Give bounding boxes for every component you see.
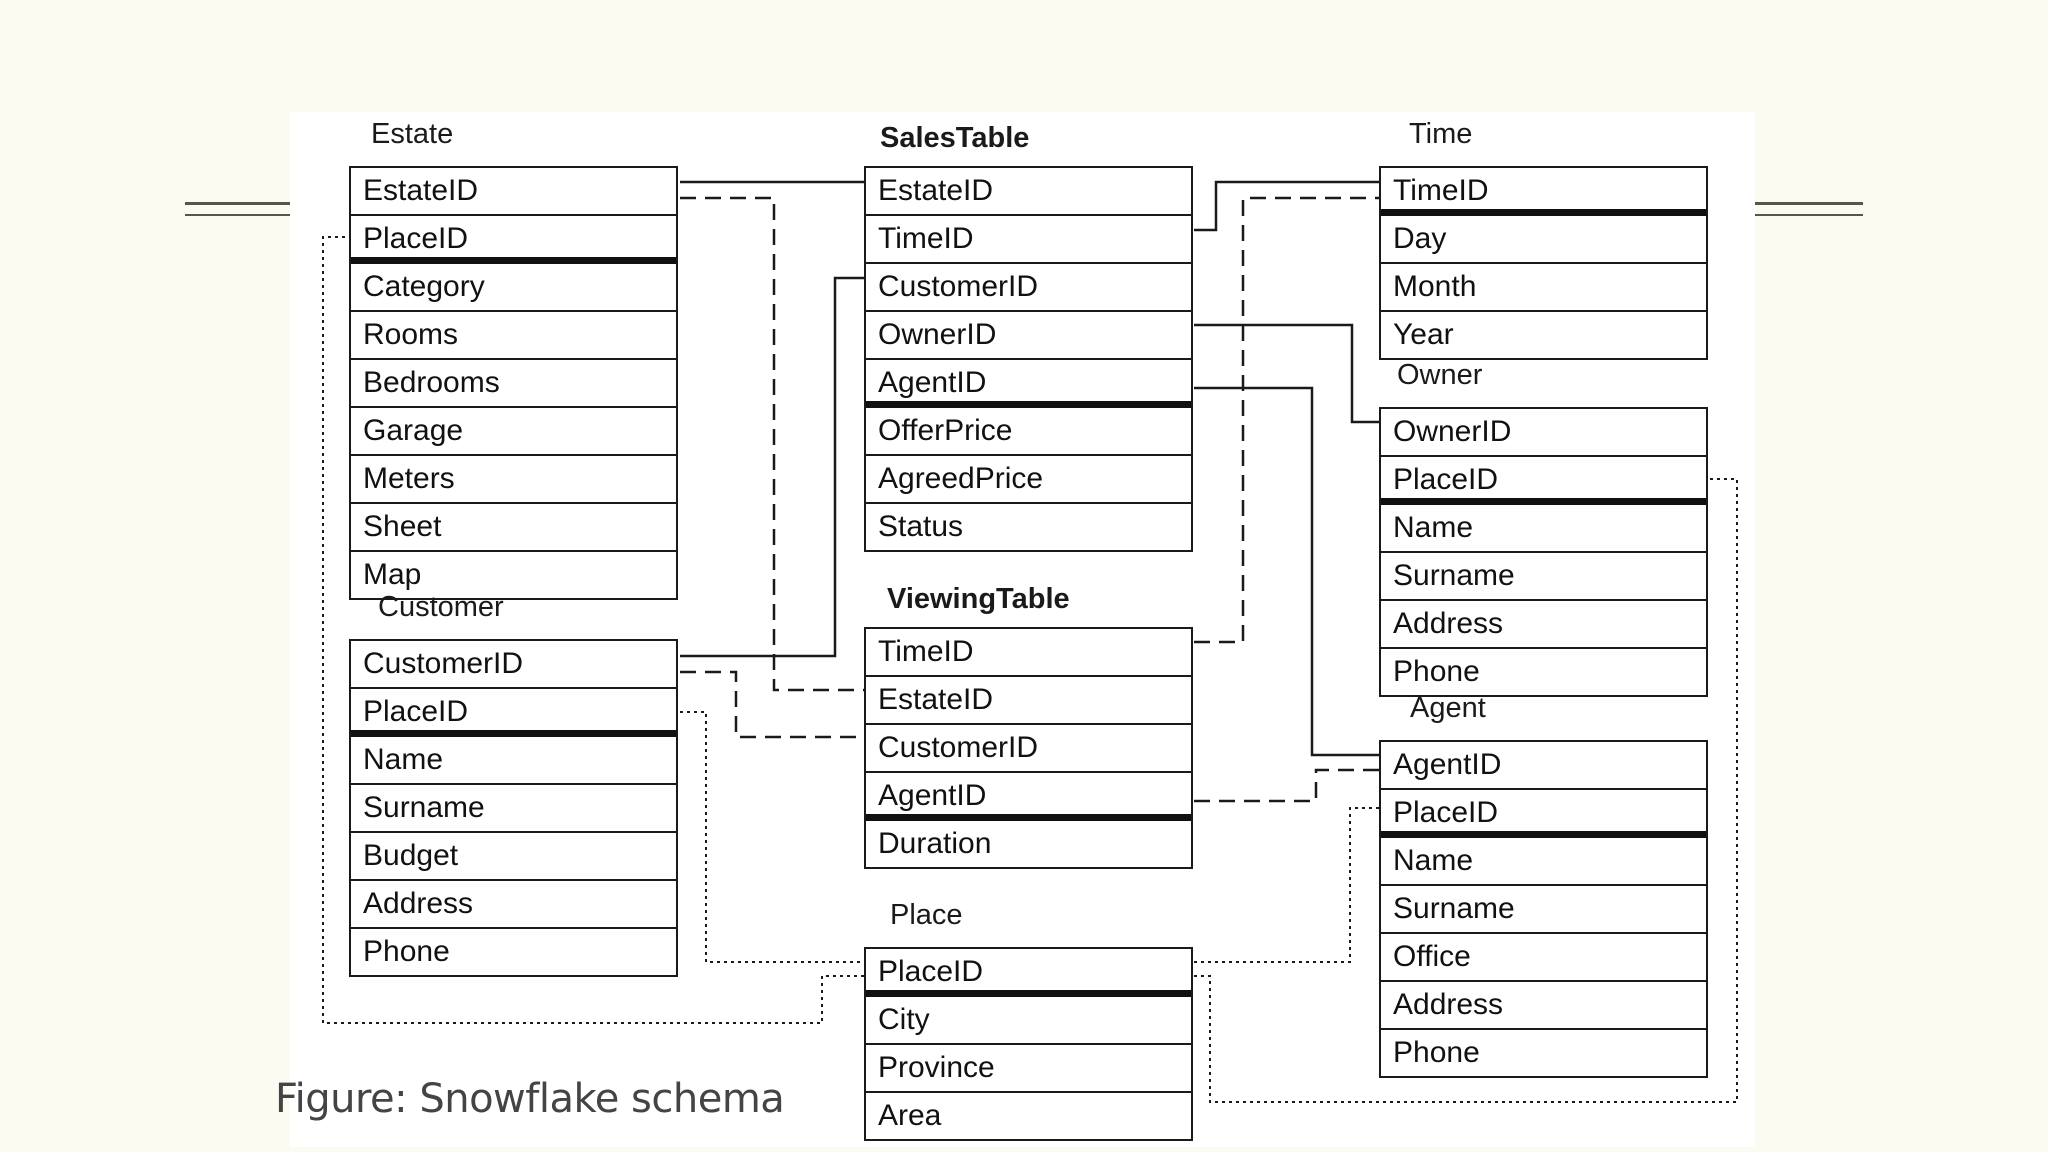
field-customer-placeid: PlaceID [351, 689, 676, 737]
field-agent-surname: Surname [1381, 886, 1706, 934]
table-time-fields [1379, 166, 1708, 360]
decorative-rule-left-bottom [185, 214, 293, 216]
table-estate [349, 118, 678, 600]
field-estate-sheet: Sheet [351, 504, 676, 552]
table-agent-fields [1379, 740, 1708, 1078]
field-time-day: Day [1381, 216, 1706, 264]
table-place-title: Place [890, 899, 963, 931]
field-agent-agentid: AgentID [1381, 742, 1706, 790]
table-sales [864, 122, 1193, 552]
field-customer-budget: Budget [351, 833, 676, 881]
table-time-title: Time [1409, 118, 1473, 150]
table-sales-fields [864, 166, 1193, 552]
field-viewing-timeid: TimeID [866, 629, 1191, 677]
table-agent-title: Agent [1410, 692, 1486, 724]
table-time [1379, 118, 1708, 360]
table-viewing-title: ViewingTable [887, 583, 1070, 615]
table-customer-fields [349, 639, 678, 977]
field-place-city: City [866, 997, 1191, 1045]
table-agent [1379, 692, 1708, 1078]
field-place-province: Province [866, 1045, 1191, 1093]
field-estate-rooms: Rooms [351, 312, 676, 360]
table-place [864, 899, 1193, 1141]
field-viewing-agentid: AgentID [866, 773, 1191, 821]
table-customer-title: Customer [378, 591, 504, 623]
decorative-rule-right-bottom [1755, 214, 1863, 216]
field-viewing-duration: Duration [878, 827, 992, 860]
field-sales-status: Status [878, 510, 964, 543]
table-estate-title: Estate [371, 118, 454, 150]
field-sales-customerid: CustomerID [866, 264, 1191, 312]
decorative-rule-right-top [1755, 202, 1863, 205]
field-estate-estateid: EstateID [351, 168, 676, 216]
field-customer-surname: Surname [351, 785, 676, 833]
link-viewing-estate [680, 198, 864, 690]
field-agent-placeid: PlaceID [1381, 790, 1706, 838]
table-sales-title: SalesTable [880, 122, 1030, 154]
table-owner-fields [1379, 407, 1708, 697]
field-agent-office: Office [1381, 934, 1706, 982]
field-place-area: Area [878, 1099, 942, 1132]
field-owner-address: Address [1381, 601, 1706, 649]
field-place-placeid: PlaceID [866, 949, 1191, 997]
field-owner-phone: Phone [1393, 655, 1480, 688]
table-viewing [864, 583, 1193, 869]
field-customer-name: Name [351, 737, 676, 785]
field-viewing-customerid: CustomerID [866, 725, 1191, 773]
field-time-timeid: TimeID [1381, 168, 1706, 216]
field-sales-agentid: AgentID [866, 360, 1191, 408]
link-viewing-customer [680, 672, 864, 737]
table-estate-fields [349, 166, 678, 600]
schema-diagram [290, 112, 1755, 1147]
field-estate-category: Category [351, 264, 676, 312]
link-viewing-agent [1194, 770, 1380, 801]
field-sales-offerprice: OfferPrice [866, 408, 1191, 456]
table-owner [1379, 359, 1708, 697]
table-owner-title: Owner [1397, 359, 1483, 391]
field-customer-phone: Phone [363, 935, 450, 968]
link-sales-agent [1194, 388, 1380, 755]
table-customer [349, 591, 678, 977]
field-customer-customerid: CustomerID [351, 641, 676, 689]
link-sales-owner [1194, 325, 1380, 422]
field-viewing-estateid: EstateID [866, 677, 1191, 725]
field-estate-map: Map [363, 558, 422, 591]
table-viewing-fields [864, 627, 1193, 869]
figure-caption: Figure: Snowflake schema [275, 1076, 785, 1122]
field-sales-agreedprice: AgreedPrice [866, 456, 1191, 504]
field-agent-name: Name [1381, 838, 1706, 886]
field-owner-name: Name [1381, 505, 1706, 553]
table-place-fields [864, 947, 1193, 1141]
link-place-customer [680, 712, 864, 962]
field-owner-surname: Surname [1381, 553, 1706, 601]
field-estate-placeid: PlaceID [351, 216, 676, 264]
field-agent-phone: Phone [1393, 1036, 1480, 1069]
field-time-year: Year [1393, 318, 1454, 351]
link-sales-customer [680, 278, 864, 656]
field-time-month: Month [1381, 264, 1706, 312]
link-sales-time [1194, 182, 1380, 230]
field-owner-ownerid: OwnerID [1381, 409, 1706, 457]
link-place-agent [1194, 808, 1380, 962]
field-sales-ownerid: OwnerID [866, 312, 1191, 360]
field-sales-estateid: EstateID [866, 168, 1191, 216]
field-owner-placeid: PlaceID [1381, 457, 1706, 505]
field-customer-address: Address [351, 881, 676, 929]
field-agent-address: Address [1381, 982, 1706, 1030]
field-sales-timeid: TimeID [866, 216, 1191, 264]
decorative-rule-left-top [185, 202, 293, 205]
field-estate-meters: Meters [351, 456, 676, 504]
field-estate-bedrooms: Bedrooms [351, 360, 676, 408]
field-estate-garage: Garage [351, 408, 676, 456]
